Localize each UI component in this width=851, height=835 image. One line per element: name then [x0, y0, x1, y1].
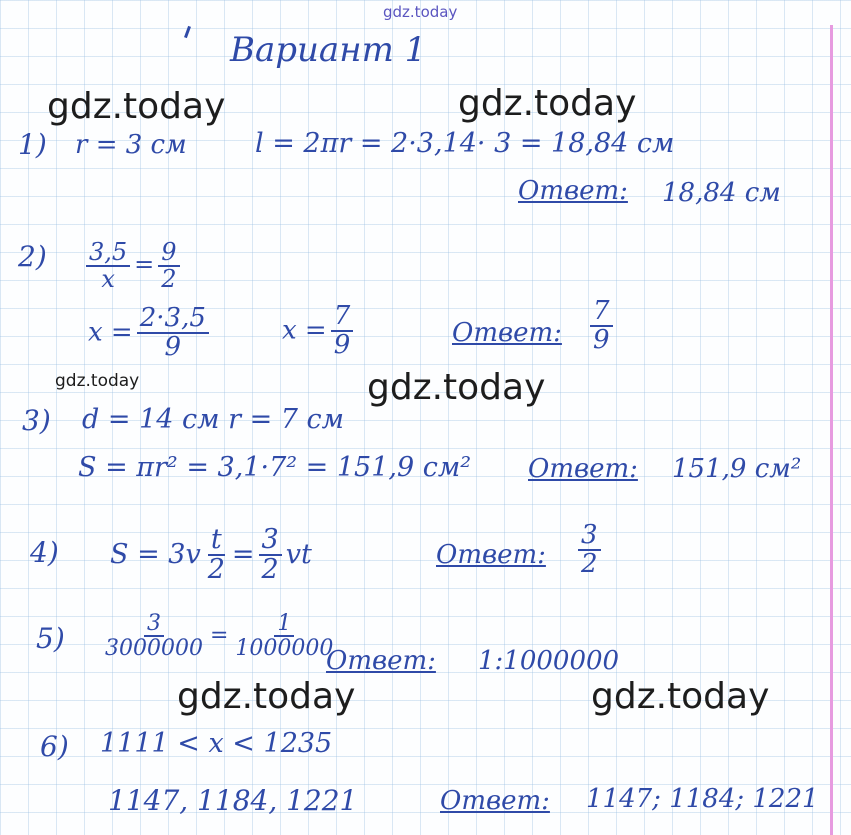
fraction-denominator: 2: [581, 549, 598, 580]
fraction-numerator: 3: [144, 612, 164, 637]
answer-label: Ответ:: [528, 454, 638, 484]
fraction-denominator: x: [101, 265, 115, 294]
fraction-numerator: 1: [274, 612, 294, 637]
equals-sign: =: [134, 250, 155, 279]
problem-2-number: 2): [18, 240, 47, 273]
fraction: [590, 298, 613, 355]
problem-5-number: 5): [36, 622, 65, 655]
x-equals: x =: [88, 317, 133, 348]
fraction: [158, 240, 179, 292]
problem-4-number: 4): [30, 536, 59, 569]
watermark-top: gdz.today: [383, 3, 458, 21]
page-title: Вариант 1: [230, 30, 427, 70]
fraction: [86, 240, 130, 292]
problem-2-answer: [586, 298, 617, 355]
watermark: gdz.today: [367, 367, 546, 408]
fraction: [331, 303, 354, 360]
problem-2-x-expression: [88, 305, 213, 362]
problem-2-equation: [82, 240, 184, 292]
fraction: [102, 612, 206, 660]
s-equals: S = 3v: [110, 538, 201, 570]
equals-sign: =: [209, 623, 229, 649]
answer-label: Ответ:: [518, 176, 628, 206]
watermark: gdz.today: [458, 83, 637, 124]
equals-sign: =: [231, 538, 255, 570]
fraction-numerator: 7: [331, 303, 354, 332]
fraction-numerator: 3,5: [86, 240, 130, 267]
problem-3-given: d = 14 см r = 7 см: [82, 404, 345, 435]
answer-label: Ответ:: [326, 646, 436, 676]
problem-3-number: 3): [22, 404, 51, 437]
watermark: gdz.today: [177, 676, 356, 717]
problem-3-answer: 151,9 см²: [672, 454, 802, 484]
problem-6-inequality: 1111 < x < 1235: [100, 728, 333, 759]
fraction-numerator: 3: [259, 526, 282, 556]
fraction: [259, 526, 282, 585]
problem-6-values: 1147, 1184, 1221: [108, 784, 358, 817]
fraction: [205, 526, 228, 585]
watermark: gdz.today: [55, 371, 140, 391]
fraction-numerator: t: [208, 526, 225, 556]
problem-6-number: 6): [40, 730, 69, 763]
vt-term: vt: [285, 538, 312, 570]
fraction-denominator: 3000000: [105, 636, 203, 662]
fraction-denominator: 9: [333, 330, 351, 361]
problem-4-expression: [110, 526, 312, 585]
problem-1-given: r = 3 см: [75, 130, 187, 160]
problem-5-answer: 1:1000000: [478, 646, 620, 676]
problem-1-number: 1): [18, 128, 47, 161]
fraction-denominator: 2: [207, 554, 225, 586]
fraction-denominator: 2: [261, 554, 279, 586]
fraction-numerator: 2·3,5: [137, 305, 209, 334]
fraction-denominator: 9: [593, 325, 610, 356]
answer-label: Ответ:: [452, 318, 562, 348]
problem-6-answer: 1147; 1184; 1221: [586, 784, 819, 814]
fraction: [137, 305, 209, 362]
problem-1-answer: 18,84 см: [662, 178, 781, 208]
fraction-denominator: 9: [164, 332, 182, 363]
fraction: [578, 522, 601, 579]
problem-1-formula: l = 2πr = 2·3,14· 3 = 18,84 см: [255, 128, 675, 159]
answer-label: Ответ:: [436, 540, 546, 570]
fraction-denominator: 2: [161, 265, 177, 294]
margin-line: [830, 25, 833, 835]
fraction-numerator: 9: [158, 240, 179, 267]
problem-3-formula: S = πr² = 3,1·7² = 151,9 см²: [78, 452, 472, 483]
fraction: [232, 612, 336, 660]
problem-2-result: [282, 303, 357, 360]
answer-label: Ответ:: [440, 786, 550, 816]
problem-5-expression: [98, 612, 340, 660]
fraction-numerator: 3: [578, 522, 601, 551]
problem-4-answer: [574, 522, 605, 579]
x-equals: x =: [282, 315, 327, 346]
watermark: gdz.today: [591, 676, 770, 717]
fraction-denominator: 1000000: [235, 636, 334, 662]
fraction-numerator: 7: [590, 298, 613, 327]
watermark: gdz.today: [47, 86, 226, 127]
